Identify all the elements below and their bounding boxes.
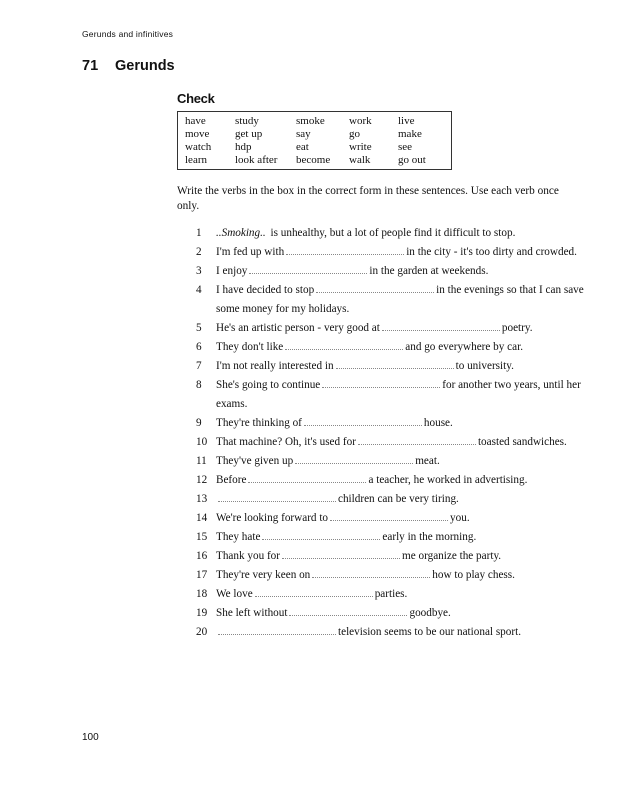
sentence-body: [216, 338, 586, 357]
sentence-text-after: children can be very tiring.: [338, 493, 459, 505]
exercise-sentence: [196, 528, 586, 547]
section-title: Check: [177, 91, 215, 106]
answer-blank: [218, 493, 336, 502]
verb-box-word: make: [398, 128, 422, 140]
example-answer: ..Smoking..: [216, 227, 266, 239]
verb-box-word: get up: [235, 128, 263, 140]
sentence-text-after: to university.: [455, 360, 514, 372]
exercise-sentence: [196, 490, 586, 509]
answer-blank: [312, 569, 430, 578]
sentence-body: [216, 376, 586, 414]
sentence-text-after: you.: [450, 512, 470, 524]
verb-box-word: become: [296, 154, 331, 166]
sentence-text-before: They're thinking of: [216, 417, 302, 429]
sentence-text-before: We love: [216, 588, 253, 600]
sentence-body: [216, 281, 586, 319]
exercise-sentence: [196, 262, 586, 281]
sentence-body: [216, 547, 586, 566]
sentence-text-after: is unhealthy, but a lot of people find it difficult to stop.: [267, 227, 516, 239]
verb-box-word: see: [398, 141, 413, 153]
verb-box-word: smoke: [296, 115, 325, 127]
sentence-number: 16: [196, 550, 208, 562]
sentence-text-before: She's going to continue: [216, 379, 321, 391]
exercise-sentence: [196, 566, 586, 585]
sentence-body: [216, 528, 586, 547]
sentence-text-after: in the evenings so that I can save some money for my holidays.: [216, 284, 584, 315]
sentence-body: [216, 585, 586, 604]
answer-blank: [330, 512, 448, 521]
unit-name: Gerunds: [115, 58, 175, 74]
exercise-sentence: [196, 547, 586, 566]
exercise-sentence: [196, 414, 586, 433]
sentence-text-after: and go everywhere by car.: [405, 341, 523, 353]
verb-box-word: walk: [349, 154, 371, 166]
sentence-text-after: a teacher, he worked in advertising.: [368, 474, 528, 486]
sentence-body: [216, 243, 586, 262]
page-number: 100: [82, 732, 99, 743]
exercise-sentence: [196, 604, 586, 623]
exercise-sentence: [196, 452, 586, 471]
sentence-text-after: poetry.: [501, 322, 533, 334]
answer-blank: [262, 531, 380, 540]
answer-blank: [248, 474, 366, 483]
sentence-number: 3: [196, 265, 202, 277]
sentence-text-after: early in the morning.: [382, 531, 477, 543]
sentence-text-before: I'm fed up with: [216, 246, 285, 258]
sentence-text-before: Before: [216, 474, 247, 486]
sentence-number: 14: [196, 512, 208, 524]
sentence-text-after: in the city - it's too dirty and crowded.: [406, 246, 577, 258]
answer-blank: [218, 626, 336, 635]
exercise-sentence: [196, 357, 586, 376]
answer-blank: [358, 436, 476, 445]
verb-box-word: move: [185, 128, 210, 140]
sentence-text-before: I have decided to stop: [216, 284, 315, 296]
sentence-number: 12: [196, 474, 208, 486]
answer-blank: [289, 607, 407, 616]
sentence-body: [216, 471, 586, 490]
sentence-body: [216, 357, 586, 376]
sentence-text-after: television seems to be our national sport.: [338, 626, 522, 638]
verb-box-word: study: [235, 115, 259, 127]
verb-box-word: say: [296, 128, 311, 140]
exercise-sentence: [196, 623, 586, 642]
exercise-sentence: [196, 338, 586, 357]
exercise-sentence: [196, 319, 586, 338]
verb-box-word: live: [398, 115, 415, 127]
sentence-number: 7: [196, 360, 202, 372]
exercise-sentences: [196, 224, 586, 642]
verb-box-word: eat: [296, 141, 309, 153]
sentence-text-after: goodbye.: [409, 607, 451, 619]
running-head: Gerunds and infinitives: [82, 29, 174, 39]
sentence-body: [216, 319, 586, 338]
sentence-text-before: That machine? Oh, it's used for: [216, 436, 356, 448]
exercise-sentence: [196, 243, 586, 262]
sentence-number: 13: [196, 493, 208, 505]
sentence-number: 17: [196, 569, 208, 581]
unit-number: 71: [82, 58, 99, 74]
answer-blank: [282, 550, 400, 559]
sentence-text-before: I enjoy: [216, 265, 248, 277]
verb-box-word: work: [349, 115, 372, 127]
verb-box-word: write: [349, 141, 372, 153]
answer-blank: [286, 246, 404, 255]
verb-box-word: go: [349, 128, 360, 140]
sentence-number: 10: [196, 436, 208, 448]
sentence-text-after: how to play chess.: [432, 569, 515, 581]
exercise-sentence: [196, 509, 586, 528]
sentence-number: 20: [196, 626, 208, 638]
sentence-number: 8: [196, 379, 202, 391]
verb-box-word: learn: [185, 154, 207, 166]
sentence-text-before: I'm not really interested in: [216, 360, 334, 372]
sentence-text-after: parties.: [374, 588, 408, 600]
sentence-text-before: We're looking forward to: [216, 512, 329, 524]
exercise-sentence: [196, 585, 586, 604]
answer-blank: [304, 417, 422, 426]
unit-title: [82, 58, 175, 74]
verb-box: [177, 111, 452, 170]
answer-blank: [295, 455, 413, 464]
sentence-number: 1: [196, 227, 202, 239]
exercise-sentence: [196, 433, 586, 452]
sentence-body: [216, 566, 586, 585]
answer-blank: [285, 341, 403, 350]
exercise-sentence: [196, 376, 586, 414]
answer-blank: [382, 322, 500, 331]
verb-box-word: have: [185, 115, 206, 127]
verb-box-word: go out: [398, 154, 426, 166]
sentence-number: 19: [196, 607, 208, 619]
sentence-text-before: They don't like: [216, 341, 284, 353]
verb-box-word: hdp: [235, 141, 252, 153]
verb-box-word: watch: [185, 141, 212, 153]
sentence-number: 5: [196, 322, 202, 334]
sentence-body: [216, 224, 586, 243]
sentence-number: 11: [196, 455, 207, 467]
answer-blank: [249, 265, 367, 274]
sentence-text-after: house.: [423, 417, 453, 429]
sentence-text-after: me organize the party.: [402, 550, 502, 562]
sentence-text-after: in the garden at weekends.: [369, 265, 489, 277]
sentence-body: [216, 414, 586, 433]
sentence-text-before: She left without: [216, 607, 288, 619]
instructions: Write the verbs in the box in the correct form in these sentences. Use each verb once only.: [177, 185, 559, 212]
sentence-body: [216, 604, 586, 623]
sentence-number: 18: [196, 588, 208, 600]
sentence-text-after: for another two years, until her exams.: [216, 379, 581, 410]
sentence-number: 4: [196, 284, 202, 296]
answer-blank: [316, 284, 434, 293]
sentence-body: [216, 509, 586, 528]
sentence-text-before: They're very keen on: [216, 569, 311, 581]
sentence-text-before: Thank you for: [216, 550, 281, 562]
sentence-text-after: toasted sandwiches.: [477, 436, 567, 448]
sentence-text-before: They hate: [216, 531, 261, 543]
sentence-body: [216, 262, 586, 281]
sentence-text-before: He's an artistic person - very good at: [216, 322, 380, 334]
sentence-body: [216, 623, 586, 642]
sentence-body: [216, 433, 586, 452]
verb-grid: [185, 115, 448, 167]
verb-box-word: look after: [235, 154, 278, 166]
exercise-sentence: [196, 281, 586, 319]
answer-blank: [322, 379, 440, 388]
sentence-body: [216, 490, 586, 509]
exercise-sentence: [196, 224, 586, 243]
sentence-text-before: They've given up: [216, 455, 294, 467]
sentence-number: 6: [196, 341, 202, 353]
sentence-number: 15: [196, 531, 208, 543]
answer-blank: [255, 588, 373, 597]
sentence-number: 2: [196, 246, 202, 258]
sentence-text-after: meat.: [415, 455, 440, 467]
exercise-sentence: [196, 471, 586, 490]
sentence-number: 9: [196, 417, 202, 429]
answer-blank: [336, 360, 454, 369]
sentence-body: [216, 452, 586, 471]
